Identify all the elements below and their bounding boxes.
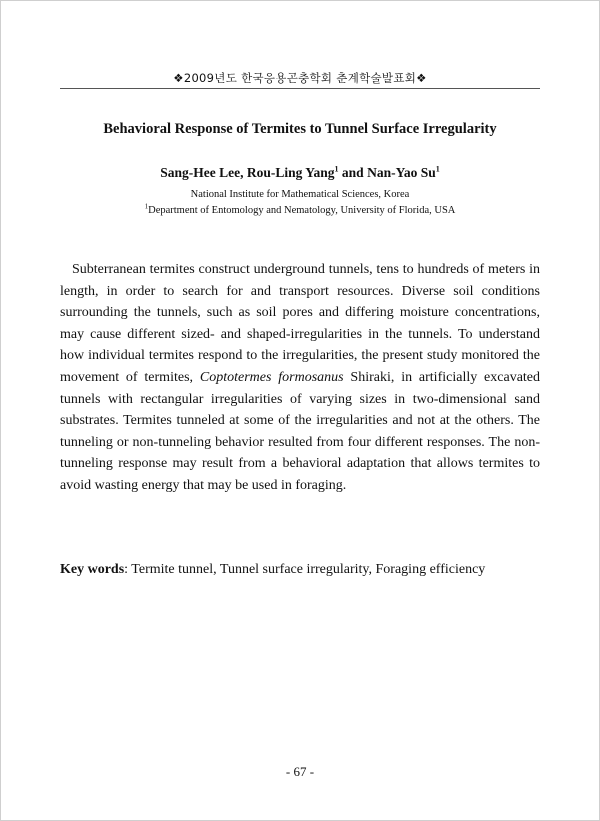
affiliation-marker: 1 [435, 164, 440, 174]
author-conjunction: and [338, 165, 368, 180]
keywords-label: Key words [60, 562, 125, 577]
keywords-line [60, 562, 540, 578]
paper-title: Behavioral Response of Termites to Tunnel Surface Irregularity [103, 121, 497, 137]
species-name: Coptotermes formosanus [199, 369, 344, 385]
author-name: Nan-Yao Su [367, 165, 436, 180]
author-list [60, 165, 540, 181]
abstract-body [60, 259, 540, 497]
abstract-text: Shiraki, in artificially excavated tunnels with rectangular irregularities of varying sizes in two-dimensional sand substrates. Termites tunneled at some of the irregularities and not at the others. The tunneling or non-tunneling behavior resulted from four different responses. The non-tunneling response may result from a behavioral adaptation that allows termites to avoid wasting energy that may be used in foraging. [60, 369, 541, 493]
abstract-text: Subterranean termites construct underground tunnels, tens to hundreds of meters in length, in order to search for and transport resources. Diverse soil conditions surrounding the tunnels, such as soil pores and differing moisture concentrations, may cause different sized- and shaped-irregularities in the tunnels. To understand how individual termites respond to the irregularities, the present study monitored the movement of termites, [60, 262, 540, 385]
affiliation-text: Department of Entomology and Nematology, University of Florida, USA [148, 205, 456, 216]
author-name: Rou-Ling Yang [246, 165, 335, 180]
header-divider [60, 88, 540, 89]
affiliation-marker: 1 [144, 202, 149, 211]
affiliation-marker: 1 [334, 164, 339, 174]
keywords-text: : Termite tunnel, Tunnel surface irregularity, Foraging efficiency [124, 562, 486, 577]
page-number: - 67 - [285, 764, 315, 779]
affiliation-line [60, 202, 540, 216]
author-name: Sang-Hee Lee, [160, 165, 247, 180]
affiliation-line [60, 189, 540, 200]
affiliation-text: National Institute for Mathematical Sciences, Korea [190, 189, 410, 200]
conference-header: ❖2009년도 한국응용곤충학회 춘계학술발표회❖ [173, 71, 427, 85]
